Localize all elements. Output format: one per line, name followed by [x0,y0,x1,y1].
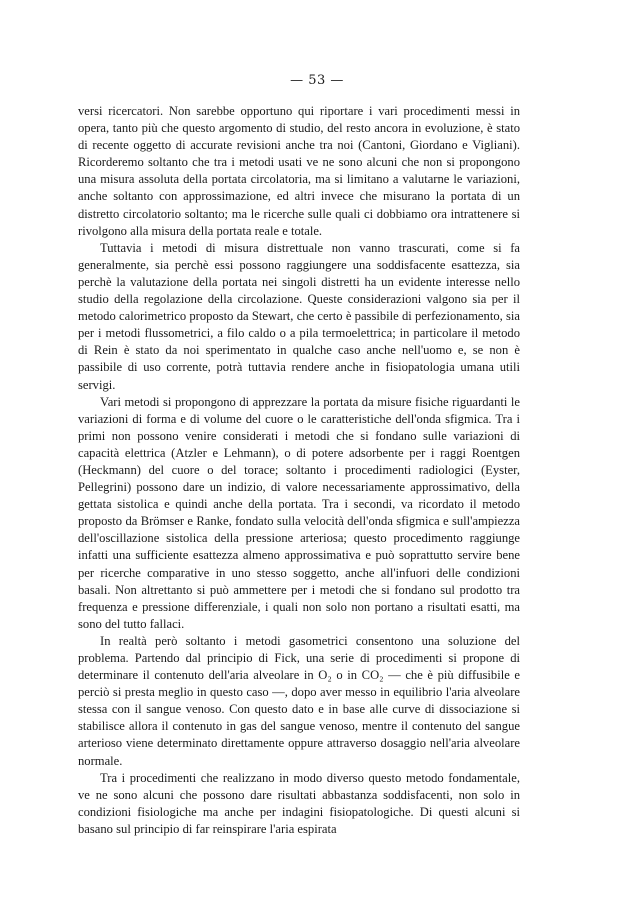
paragraph-3: Vari metodi si propongono di apprezzare la portata da misure fisiche riguardanti le variazioni di forma e di volume del cuore o le caratteristiche dell'onda sfigmica. Tra i primi non possono venire considerati i metodi che si fondano sulle variazioni di capacità elettrica (Atzler e Lehmann), o di potere adsorbente per i raggi Roentgen (Heckmann) del cuore o del torace; soltanto i procedimenti radiologici (Eyster, Pellegrini) possono dare un indizio, di valore necessariamente approssimativo, della gettata sistolica e quindi anche della portata. Tra i secondi, va ricordato il metodo proposto da Brömser e Ranke, fondato sulla velocità dell'onda sfigmica e sull'ampiezza dell'oscillazione sistolica della pressione arteriosa; questo procedimento raggiunge infatti una sufficiente esattezza almeno approssimativa e può soprattutto servire bene per ricerche comparative in uno stesso soggetto, anche all'infuori delle condizioni basali. Non altrettanto si può ammettere per i metodi che si fondano sul prodotto tra frequenza e pressione differenziale, i quali non solo non portano a risultati esatti, ma sono del tutto fallaci. [78,394,520,631]
page-number: — 53 — [290,73,344,88]
paragraph-2: Tuttavia i metodi di misura distrettuale non vanno trascurati, come si fa generalmente, sia perchè essi possono raggiungere una soddisfacente esattezza, sia perchè la valutazione della portata nei singoli distretti ha un evidente interesse nello studio della regolazione della circolazione. Queste considerazioni valgono sia per il metodo calorimetrico proposto da Stewart, che certo è passibile di perfezionamento, sia per i metodi flussometrici, a filo caldo o a pila termoelettrica; in particolare il metodo di Rein è stato da noi sperimentato in qualche caso anche nell'uomo e, se non è passibile di uso corrente, potrà tuttavia rendere anche in fisiopatologia umana utili servigi. [78,240,520,392]
body-text [78,103,520,838]
paragraph-4: In realtà però soltanto i metodi gasometrici consentono una soluzione del problema. Partendo dal principio di Fick, una serie di procedimenti si propone di determinare il contenuto dell'aria alveolare in O₂ o in CO₂ — che è più diffusibile e perciò si presta meglio in questo caso —, dopo aver messo in equilibrio l'aria alveolare stessa con il sangue venoso. Con questo dato e in base alle curve di dissociazione si stabilisce allora il contenuto in gas del sangue venoso, mentre il contenuto del sangue arterioso viene determinato direttamente oppure attraverso dosaggio nell'aria alveolare normale. [78,633,520,768]
paragraph-1: versi ricercatori. Non sarebbe opportuno qui riportare i vari procedimenti messi in opera, tanto più che questo argomento di studio, del resto ancora in evoluzione, è stato di recente oggetto di accurate revisioni anche tra noi (Cantoni, Giordano e Vigliani). Ricorderemo soltanto che tra i metodi usati ve ne sono alcuni che non si propongono una misura assoluta della portata circolatoria, ma si limitano a valutarne le variazioni, anche soltanto con approssimazione, ed altri invece che misurano la portata di un distretto circolatorio soltanto; ma le ricerche sulle quali ci dobbiamo ora intrattenere si rivolgono alla misura della portata reale e totale. [78,104,520,238]
paragraph-5: Tra i procedimenti che realizzano in modo diverso questo metodo fondamentale, ve ne sono alcuni che possono dare risultati abbastanza soddisfacenti, non solo in condizioni fisiologiche ma anche per indagini fisiopatologiche. Di questi alcuni si basano sul principio di far reinspirare l'aria espirata [78,770,520,836]
